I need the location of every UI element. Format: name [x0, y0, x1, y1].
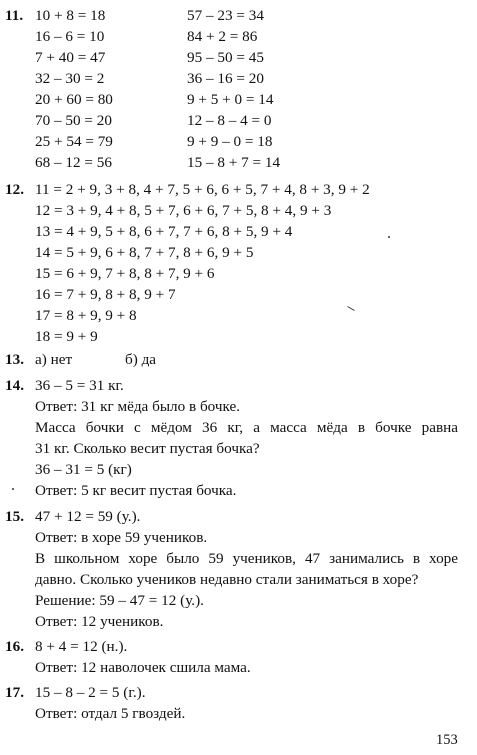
solution-line: 15 – 8 – 2 = 5 (г.). [35, 684, 146, 701]
problem-16-number: 16. [5, 638, 24, 655]
answer-line: Ответ: 12 учеников. [35, 613, 164, 630]
sum-line: 13 = 4 + 9, 5 + 8, 6 + 7, 7 + 6, 8 + 5, 9 + 4 [35, 223, 293, 240]
answer-line: Ответ: в хоре 59 учеников. [35, 529, 208, 546]
equation: 70 – 50 = 20 [35, 112, 112, 129]
problem-12-number: 12. [5, 181, 24, 198]
equation: 25 + 54 = 79 [35, 133, 113, 150]
task-text-line: давно. Сколько учеников недавно стали заниматься в хоре? [35, 571, 419, 588]
sum-line: 11 = 2 + 9, 3 + 8, 4 + 7, 5 + 6, 6 + 5, 7 + 4, 8 + 3, 9 + 2 [35, 181, 370, 198]
answer-a: а) нет [35, 351, 73, 368]
sum-line: 12 = 3 + 9, 4 + 8, 5 + 7, 6 + 6, 7 + 5, 8 + 4, 9 + 3 [35, 202, 332, 219]
equation: 95 – 50 = 45 [187, 49, 264, 66]
equation: 57 – 23 = 34 [187, 7, 264, 24]
sum-line: 15 = 6 + 9, 7 + 8, 8 + 7, 9 + 6 [35, 265, 215, 282]
equation: 10 + 8 = 18 [35, 7, 106, 24]
problem-11-number: 11. [5, 7, 24, 24]
problem-14-number: 14. [5, 377, 24, 394]
answer-line: Ответ: 5 кг весит пустая бочка. [35, 482, 237, 499]
equation: 15 – 8 + 7 = 14 [187, 154, 281, 171]
equation: 20 + 60 = 80 [35, 91, 113, 108]
equation: 9 + 9 – 0 = 18 [187, 133, 273, 150]
scan-dot [388, 236, 390, 238]
task-text-line: Масса бочки с мёдом 36 кг, а масса мёда в бочке равна [35, 419, 458, 436]
problem-15-number: 15. [5, 508, 24, 525]
equation: 68 – 12 = 56 [35, 154, 112, 171]
answer-b: б) да [125, 351, 157, 368]
answer-line: Ответ: отдал 5 гвоздей. [35, 705, 186, 722]
solution-line: 36 – 5 = 31 кг. [35, 377, 124, 394]
equation: 32 – 30 = 2 [35, 70, 105, 87]
solution-line: 47 + 12 = 59 (у.). [35, 508, 141, 525]
problem-13-number: 13. [5, 351, 24, 368]
solution-line: Решение: 59 – 47 = 12 (у.). [35, 592, 204, 609]
equation: 16 – 6 = 10 [35, 28, 105, 45]
equation: 84 + 2 = 86 [187, 28, 258, 45]
equation: 36 – 16 = 20 [187, 70, 264, 87]
sum-line: 18 = 9 + 9 [35, 328, 98, 345]
equation: 12 – 8 – 4 = 0 [187, 112, 272, 129]
page-number: 153 [436, 732, 458, 748]
task-text-line: В школьном хоре было 59 учеников, 47 занимались в хоре [35, 550, 458, 567]
solution-line: 36 – 31 = 5 (кг) [35, 461, 132, 478]
sum-line: 16 = 7 + 9, 8 + 8, 9 + 7 [35, 286, 176, 303]
equation: 9 + 5 + 0 = 14 [187, 91, 274, 108]
equation: 7 + 40 = 47 [35, 49, 106, 66]
sum-line: 17 = 8 + 9, 9 + 8 [35, 307, 137, 324]
scan-dot [12, 488, 14, 490]
solution-line: 8 + 4 = 12 (н.). [35, 638, 128, 655]
answer-line: Ответ: 12 наволочек сшила мама. [35, 659, 251, 676]
scan-mark [347, 306, 354, 311]
sum-line: 14 = 5 + 9, 6 + 8, 7 + 7, 8 + 6, 9 + 5 [35, 244, 254, 261]
task-text-line: 31 кг. Сколько весит пустая бочка? [35, 440, 260, 457]
problem-17-number: 17. [5, 684, 24, 701]
answer-line: Ответ: 31 кг мёда было в бочке. [35, 398, 241, 415]
